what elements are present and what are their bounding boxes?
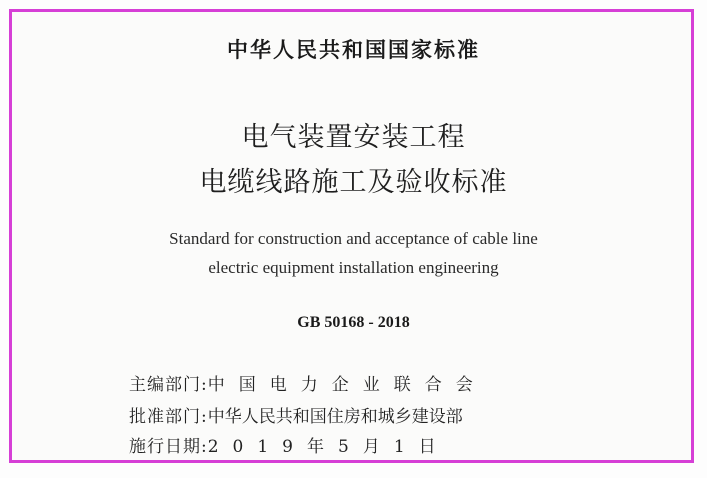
english-title-line-1: Standard for construction and acceptance of cable line xyxy=(169,229,538,248)
chinese-title-line-1: 电气装置安装工程 xyxy=(241,122,466,153)
effective-date-row xyxy=(129,432,450,457)
english-title-line-2: electric equipment installation engineering xyxy=(208,258,499,277)
editor-row xyxy=(129,370,487,395)
chinese-title-line-2: 电缆线路施工及验收标准 xyxy=(199,167,508,198)
editor-label: 主编部门: xyxy=(129,375,208,395)
editor-value: 中国电力企业联合会 xyxy=(207,375,487,395)
standard-code: GB 50168 - 2018 xyxy=(297,314,410,331)
standard-category-header: 中华人民共和国国家标准 xyxy=(227,38,480,62)
effective-date-value: 2019年5月1日 xyxy=(207,437,450,457)
effective-date-label: 施行日期: xyxy=(129,437,208,457)
approver-row xyxy=(129,402,463,427)
approver-label: 批准部门: xyxy=(129,407,208,427)
approver-value: 中华人民共和国住房和城乡建设部 xyxy=(207,407,463,427)
